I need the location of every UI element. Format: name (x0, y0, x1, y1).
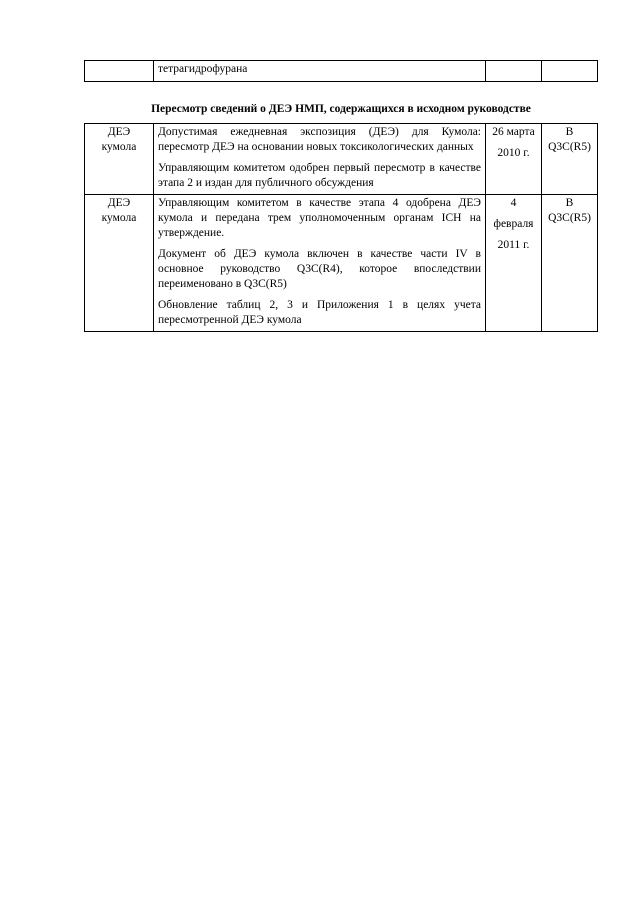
description-paragraph: Управляющим комитетом одобрен первый пересмотр в качестве этапа 2 и издан для публичного обсуждения (158, 162, 481, 189)
date-part: 2010 г. (497, 147, 530, 159)
table-row (85, 61, 598, 82)
date-part: 26 марта (492, 126, 535, 138)
description-paragraph: Управляющим комитетом в качестве этапа 4 одобрена ДЕЭ кумола и передана трем уполномоченным органам ICH на утверждение. (158, 197, 481, 239)
table-cell: тетрагидрофурана (154, 61, 486, 82)
section-heading: Пересмотр сведений о ДЕЭ НМП, содержащихся в исходном руководстве (151, 103, 531, 115)
description-paragraph: Допустимая ежедневная экспозиция (ДЕЭ) для Кумола: пересмотр ДЕЭ на основании новых токсикологических данных (158, 126, 481, 153)
table-cell (85, 61, 154, 82)
revision-table (84, 123, 598, 332)
table-row (85, 124, 598, 195)
date-part: февраля (493, 218, 534, 230)
row-name: ДЕЭ кумола (85, 124, 154, 195)
row-description (154, 124, 486, 195)
date-part: 4 (510, 197, 517, 209)
description-paragraph: Документ об ДЕЭ кумола включен в качестве части IV в основное руководство Q3C(R4), которое впоследствии переименовано в Q3C(R5) (158, 248, 481, 290)
table-cell (486, 61, 542, 82)
row-date (486, 124, 542, 195)
row-description (154, 195, 486, 332)
row-location: В Q3C(R5) (542, 124, 598, 195)
row-date (486, 195, 542, 332)
table-row (85, 195, 598, 332)
row-name: ДЕЭ кумола (85, 195, 154, 332)
row-location: В Q3C(R5) (542, 195, 598, 332)
description-paragraph: Обновление таблиц 2, 3 и Приложения 1 в целях учета пересмотренной ДЕЭ кумола (158, 299, 481, 326)
date-part: 2011 г. (497, 239, 530, 251)
continuation-table (84, 60, 598, 82)
table-cell (542, 61, 598, 82)
